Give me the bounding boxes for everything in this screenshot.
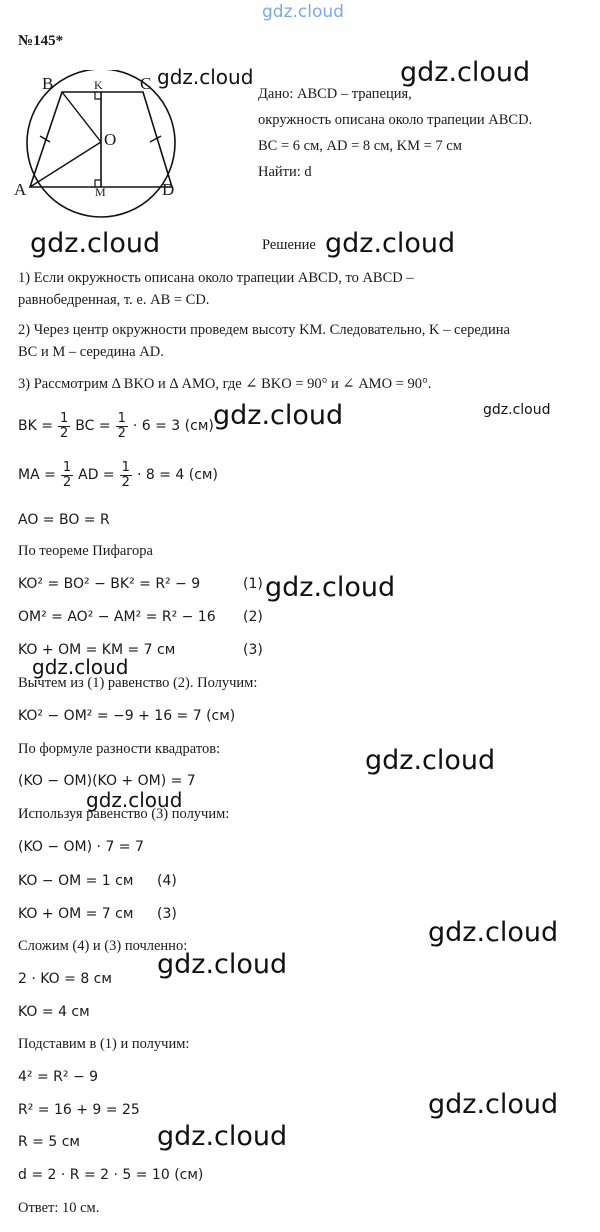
label-k: K	[94, 78, 103, 92]
given-line-2: окружность описана около трапеции ABCD.	[258, 112, 533, 128]
watermark: gdz.cloud	[32, 655, 129, 679]
watermark: gdz.cloud	[400, 57, 531, 88]
ma-rhs: · 8 = 4 (см)	[136, 467, 218, 484]
answer: Ответ: 10 см.	[18, 1200, 100, 1216]
watermark: gdz.cloud	[157, 65, 254, 89]
equation-2ko: 2 · KO = 8 см	[18, 971, 112, 987]
label-o: O	[104, 130, 117, 149]
fraction-numerator: 1	[117, 411, 126, 426]
ma-mid: AD =	[78, 467, 115, 484]
fraction-half	[120, 461, 132, 489]
equation-1-tag: (1)	[243, 576, 263, 592]
ma-equation	[18, 461, 218, 489]
watermark: gdz.cloud	[213, 400, 344, 431]
subtract-caption: Вычтем из (1) равенство (2). Получим:	[18, 675, 258, 691]
fraction-denominator: 2	[59, 425, 69, 441]
watermark: gdz.cloud	[428, 917, 559, 948]
equation-1: KO² = BO² − BK² = R² − 9	[18, 576, 201, 592]
label-m: M	[95, 185, 106, 199]
equation-2-tag: (2)	[243, 609, 263, 625]
ao-bo-equation: AO = BO = R	[18, 512, 110, 528]
equation-d: d = 2 · R = 2 · 5 = 10 (см)	[18, 1167, 204, 1183]
given-line-1: Дано: ABCD – трапеция,	[258, 86, 412, 102]
watermark: gdz.cloud	[86, 788, 183, 812]
equation-3: KO + OM = KM = 7 см	[18, 642, 176, 658]
watermark: gdz.cloud	[365, 745, 496, 776]
watermark: gdz.cloud	[428, 1089, 559, 1120]
solution-heading: Решение	[262, 237, 316, 253]
right-angle-k	[95, 92, 101, 99]
difference-equation: KO² − OM² = −9 + 16 = 7 (см)	[18, 708, 236, 724]
given-line-4: Найти: d	[258, 164, 312, 180]
equation-4: KO − OM = 1 см	[18, 873, 134, 889]
fraction-half	[116, 412, 128, 440]
step-1-line-2: равнобедренная, т. е. AB = CD.	[18, 292, 210, 308]
difference-of-squares-caption: По формуле разности квадратов:	[18, 741, 221, 757]
equation-3-repeat-tag: (3)	[157, 906, 177, 922]
substituted-equation: (KO − OM) · 7 = 7	[18, 839, 144, 855]
equation-r-squared: R² = 16 + 9 = 25	[18, 1102, 140, 1118]
fraction-half	[58, 412, 70, 440]
step-3: 3) Рассмотрим Δ BKO и Δ AMO, где ∠ BKO = 90° и ∠ AMO = 90°.	[18, 376, 432, 392]
fraction-denominator: 2	[62, 474, 72, 490]
equation-2: OM² = AO² − AM² = R² − 16	[18, 609, 216, 625]
step-2-line-1: 2) Через центр окружности проведем высоту KM. Следовательно, K – середина	[18, 322, 510, 338]
watermark: gdz.cloud	[157, 949, 288, 980]
fraction-denominator: 2	[121, 474, 130, 490]
add-caption: Сложим (4) и (3) почленно:	[18, 938, 188, 954]
label-c: C	[140, 74, 152, 93]
fraction-denominator: 2	[117, 425, 126, 441]
watermark-top: gdz.cloud	[262, 2, 344, 22]
equation-4-squared: 4² = R² − 9	[18, 1069, 99, 1085]
label-d: D	[162, 180, 175, 199]
ma-lhs: MA =	[18, 467, 56, 484]
step-2-line-2: BC и M – середина AD.	[18, 344, 164, 360]
equation-3-tag: (3)	[243, 642, 263, 658]
equation-r: R = 5 см	[18, 1134, 80, 1150]
pythagoras-caption: По теореме Пифагора	[18, 543, 153, 559]
watermark: gdz.cloud	[157, 1121, 288, 1152]
label-b: B	[42, 74, 54, 93]
bk-mid: BC =	[75, 418, 111, 435]
equation-4-tag: (4)	[157, 873, 177, 889]
fraction-numerator: 1	[62, 460, 72, 475]
fraction-half	[61, 461, 73, 489]
segment-ao	[30, 142, 101, 187]
problem-number: №145*	[18, 33, 64, 49]
tick-cd	[150, 136, 161, 142]
watermark: gdz.cloud	[265, 572, 396, 603]
label-a: A	[14, 180, 27, 199]
watermark: gdz.cloud	[30, 228, 161, 259]
factored-equation: (KO − OM)(KO + OM) = 7	[18, 773, 196, 789]
bk-lhs: BK =	[18, 418, 53, 435]
using-3-caption: Используя равенство (3) получим:	[18, 806, 230, 822]
bk-rhs: · 6 = 3 (см)	[132, 418, 214, 435]
bk-equation	[18, 412, 214, 440]
fraction-numerator: 1	[121, 460, 130, 475]
watermark: gdz.cloud	[483, 402, 551, 418]
fraction-numerator: 1	[59, 411, 69, 426]
equation-3-repeat: KO + OM = 7 см	[18, 906, 134, 922]
substitute-caption: Подставим в (1) и получим:	[18, 1036, 190, 1052]
watermark: gdz.cloud	[325, 228, 456, 259]
equation-ko: KO = 4 см	[18, 1004, 90, 1020]
step-1-line-1: 1) Если окружность описана около трапеции ABCD, то ABCD –	[18, 270, 414, 286]
given-line-3: BC = 6 см, AD = 8 см, KM = 7 см	[258, 138, 462, 154]
